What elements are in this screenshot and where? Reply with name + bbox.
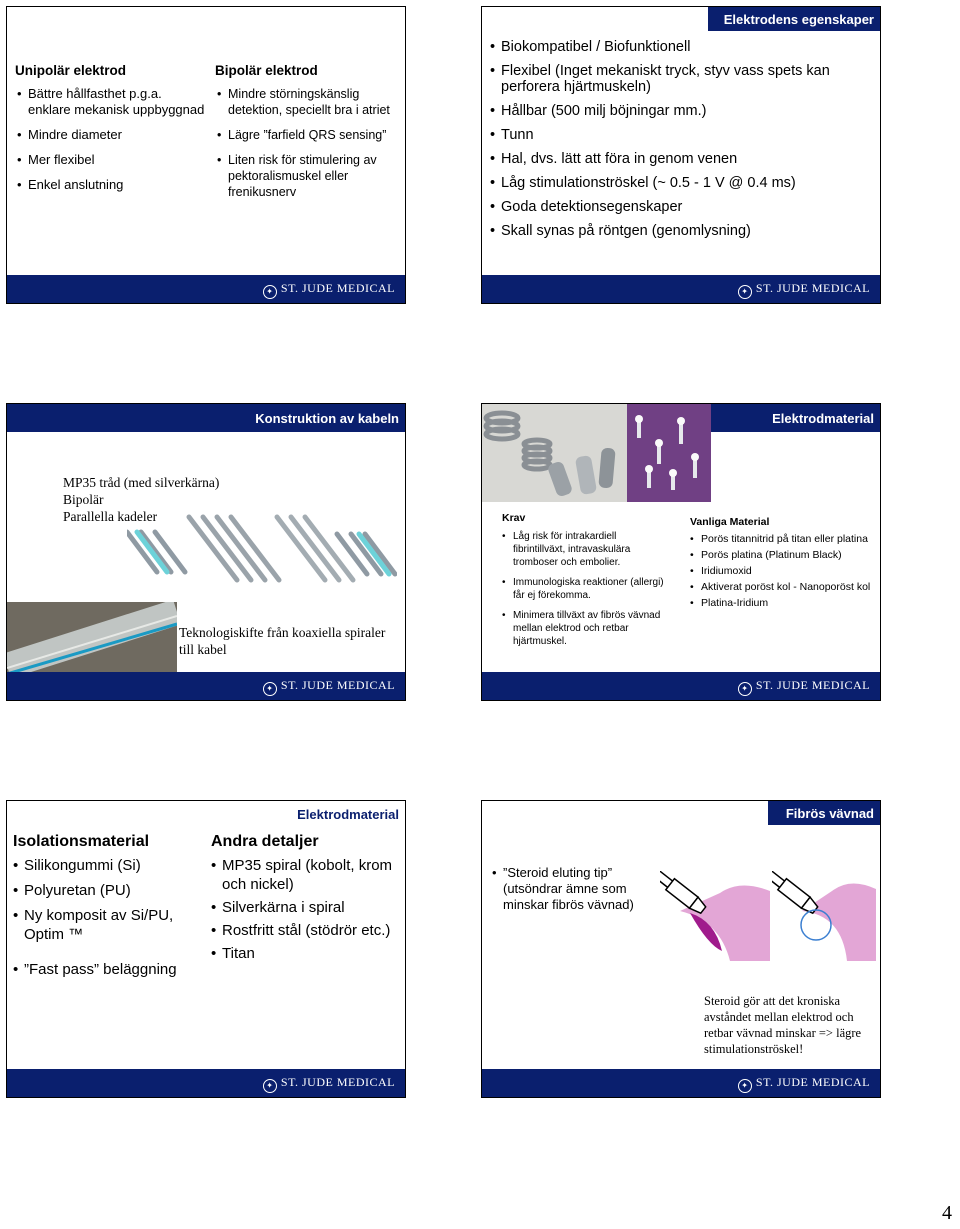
bipolar-column bbox=[215, 63, 395, 209]
list-item: • Låg stimulationströskel (~ 0.5 - 1 V @ 0.4 ms) bbox=[490, 175, 874, 191]
st-jude-logo: ✦ ST. JUDE MEDICAL bbox=[738, 678, 870, 696]
materials-heading: Vanliga Material bbox=[690, 516, 770, 528]
unipolar-list bbox=[15, 86, 205, 193]
details-column bbox=[211, 833, 401, 967]
list-item: • Minimera tillväxt av fibrös vävnad mellan elektrod och retbar hjärtmuskel. bbox=[502, 609, 667, 648]
st-jude-logo: ✦ ST. JUDE MEDICAL bbox=[738, 1075, 870, 1093]
list-item: • Liten risk för stimulering av pektoralismuskel eller frenikusnerv bbox=[217, 152, 395, 200]
slide-titlebar bbox=[7, 404, 405, 432]
slide-footer bbox=[482, 275, 880, 303]
materials-list bbox=[690, 532, 872, 610]
st-jude-logo: ✦ ST. JUDE MEDICAL bbox=[263, 1075, 395, 1093]
slide-titlebar bbox=[482, 801, 880, 825]
parallel-wires-illustration bbox=[127, 512, 397, 584]
list-item: • Platina-Iridium bbox=[690, 596, 872, 610]
st-jude-logo: ✦ ST. JUDE MEDICAL bbox=[738, 281, 870, 299]
list-item: • Aktiverat poröst kol - Nanoporöst kol bbox=[690, 580, 872, 594]
bipolar-list bbox=[215, 86, 395, 200]
list-item: • Rostfritt stål (stödrör etc.) bbox=[211, 921, 401, 940]
electrode-tip-diagram-b bbox=[772, 871, 876, 971]
list-item: • Ny komposit av Si/PU, Optim ™ bbox=[13, 906, 203, 944]
list-item: • Porös platina (Platinum Black) bbox=[690, 548, 872, 562]
insulation-list bbox=[13, 856, 203, 979]
slide-electrode-materials bbox=[481, 403, 881, 701]
steroid-bullet: • ”Steroid eluting tip” (utsöndrar ämne som minskar fibrös vävnad) bbox=[492, 865, 657, 913]
list-item: • Iridiumoxid bbox=[690, 564, 872, 578]
unipolar-column bbox=[15, 63, 205, 202]
desc-line-3: Parallella kadeler bbox=[63, 509, 158, 524]
list-item: • Polyuretan (PU) bbox=[13, 881, 203, 900]
slide-title: Konstruktion av kabeln bbox=[255, 411, 399, 426]
details-list bbox=[211, 856, 401, 963]
list-item: • Mer flexibel bbox=[17, 152, 205, 168]
list-item: • Enkel anslutning bbox=[17, 177, 205, 193]
desc-line-2: Bipolär bbox=[63, 492, 104, 507]
cable-photo bbox=[7, 602, 177, 674]
list-item: • Tunn bbox=[490, 127, 874, 143]
list-item: • Titan bbox=[211, 944, 401, 963]
slide-titlebar bbox=[7, 801, 405, 829]
slide-titlebar bbox=[482, 7, 880, 31]
list-item: • Silikongummi (Si) bbox=[13, 856, 203, 875]
list-item: • Goda detektionsegenskaper bbox=[490, 199, 874, 215]
insulation-column bbox=[13, 833, 203, 985]
insulation-heading: Isolationsmaterial bbox=[13, 833, 150, 850]
slide-electrode-properties bbox=[481, 6, 881, 304]
slide-electrode-types bbox=[6, 6, 406, 304]
slide-footer bbox=[482, 672, 880, 700]
st-jude-logo: ✦ ST. JUDE MEDICAL bbox=[263, 678, 395, 696]
materials-column bbox=[690, 516, 872, 612]
details-heading: Andra detaljer bbox=[211, 833, 319, 850]
list-item: • Immunologiska reaktioner (allergi) får ej förekomma. bbox=[502, 576, 667, 602]
properties-list bbox=[490, 39, 874, 247]
springs-photo bbox=[482, 404, 627, 502]
slide-footer bbox=[7, 672, 405, 700]
krav-column bbox=[502, 512, 667, 655]
slide-footer bbox=[7, 275, 405, 303]
steroid-bullet-list bbox=[492, 865, 657, 913]
list-item: • MP35 spiral (kobolt, krom och nickel) bbox=[211, 856, 401, 894]
slide-title: Fibrös vävnad bbox=[785, 806, 874, 821]
steroid-note: Steroid gör att det kroniska avståndet mellan elektrod och retbar vävnad minskar => lägre stimulationströskel! bbox=[704, 994, 862, 1056]
desc-line-1: MP35 tråd (med silverkärna) bbox=[63, 475, 220, 490]
slide-footer bbox=[7, 1069, 405, 1097]
bipolar-heading: Bipolär elektrod bbox=[215, 63, 318, 78]
slide-fibrous-tissue bbox=[481, 800, 881, 1098]
screws-photo bbox=[627, 404, 711, 502]
list-item: • Mindre diameter bbox=[17, 127, 205, 143]
technology-caption: Teknologiskifte från koaxiella spiraler till kabel bbox=[179, 625, 386, 657]
list-item: • Silverkärna i spiral bbox=[211, 898, 401, 917]
slide-cable-construction bbox=[6, 403, 406, 701]
krav-list bbox=[502, 530, 667, 648]
list-item: • Biokompatibel / Biofunktionell bbox=[490, 39, 874, 55]
slide-title: Elektrodmaterial bbox=[772, 411, 874, 426]
list-item: • Låg risk för intrakardiell fibrintillväxt, intravaskulära tromboser och embolier. bbox=[502, 530, 667, 569]
list-item: • Bättre hållfasthet p.g.a. enklare mekanisk uppbyggnad bbox=[17, 86, 205, 118]
page-number: 4 bbox=[942, 1202, 952, 1224]
list-item: • Flexibel (Inget mekaniskt tryck, styv vass spets kan perforera hjärtmuskeln) bbox=[490, 63, 874, 95]
slide-footer bbox=[482, 1069, 880, 1097]
slide-title: Elektrodens egenskaper bbox=[723, 12, 874, 27]
slide-title: Elektrodmaterial bbox=[297, 807, 399, 822]
list-item: • Mindre störningskänslig detektion, speciellt bra i atriet bbox=[217, 86, 395, 118]
list-item: • Hal, dvs. lätt att föra in genom venen bbox=[490, 151, 874, 167]
list-item: • Porös titannitrid på titan eller platina bbox=[690, 532, 872, 546]
list-item: • Lägre ”farfield QRS sensing” bbox=[217, 127, 395, 143]
list-item: • Hållbar (500 milj böjningar mm.) bbox=[490, 103, 874, 119]
slide-insulation-materials bbox=[6, 800, 406, 1098]
krav-heading: Krav bbox=[502, 512, 526, 524]
unipolar-heading: Unipolär elektrod bbox=[15, 63, 127, 78]
list-item: • ”Fast pass” beläggning bbox=[13, 960, 203, 979]
st-jude-logo: ✦ ST. JUDE MEDICAL bbox=[263, 281, 395, 299]
list-item: • Skall synas på röntgen (genomlysning) bbox=[490, 223, 874, 239]
electrode-tip-diagram-a bbox=[660, 871, 770, 971]
